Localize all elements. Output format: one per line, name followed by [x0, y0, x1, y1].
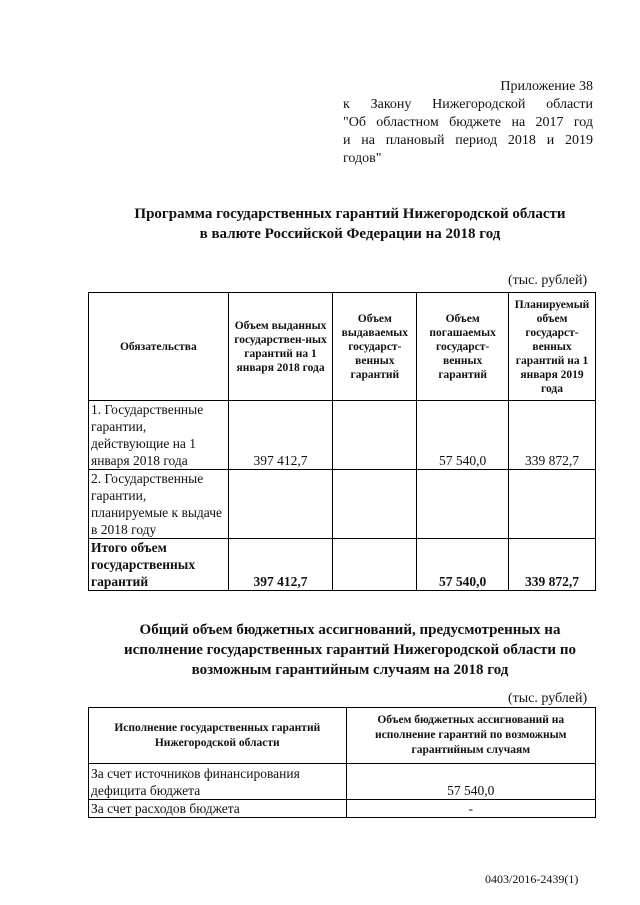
annex-reference: [343, 78, 593, 168]
table-row: [89, 800, 596, 818]
table-row: [89, 470, 596, 539]
allocations-title-line: Общий объем бюджетных ассигнований, предусмотренных на: [139, 622, 561, 638]
total-repaid: 57 540,0: [417, 539, 509, 591]
guarantee-program-table: [88, 292, 596, 591]
header-to-issue: Объем выдаваемых государст-венных гарантий: [333, 293, 417, 401]
header-issued: Объем выданных государствен-ных гарантий на 1 января 2018 года: [228, 293, 333, 401]
total-label: Итого объем государственных гарантий: [89, 539, 229, 591]
allocations-title: [60, 620, 640, 680]
header-repaid: Объем погашаемых государст-венных гарантий: [417, 293, 509, 401]
table-row: [89, 401, 596, 470]
document-code: 0403/2016-2439(1): [485, 872, 579, 886]
allocations-title-line: исполнение государственных гарантий Нижегородской области по: [124, 642, 576, 658]
program-unit: (тыс. рублей): [508, 273, 588, 288]
allocations-unit: (тыс. рублей): [508, 691, 588, 706]
table-total-row: [89, 539, 596, 591]
table-header-row: [89, 708, 596, 764]
row-label: За счет источников финансирования дефицита бюджета: [89, 764, 347, 800]
cell-planned: [509, 470, 596, 539]
header-execution: Исполнение государственных гарантий Нижегородской области: [89, 708, 347, 764]
header-planned: Планируемый объем государст-венных гарантий на 1 января 2019 года: [509, 293, 596, 401]
program-title-line: в валюте Российской Федерации на 2018 год: [199, 226, 501, 242]
annex-law-line: "Об областном бюджете на 2017 год: [343, 115, 593, 130]
cell-issued: 397 412,7: [228, 401, 333, 470]
row-label: За счет расходов бюджета: [89, 800, 347, 818]
table-row: [89, 764, 596, 800]
annex-law-line: и на плановый период 2018 и 2019: [343, 133, 593, 148]
cell-issued: [228, 470, 333, 539]
cell-repaid: 57 540,0: [417, 401, 509, 470]
total-issued: 397 412,7: [228, 539, 333, 591]
cell-value: 57 540,0: [346, 764, 595, 800]
annex-law-line: к Закону Нижегородской области: [343, 97, 593, 112]
annex-number: Приложение 38: [500, 79, 593, 94]
row-label: 2. Государственные гарантии, планируемые к выдаче в 2018 году: [89, 470, 229, 539]
row-label: 1. Государственные гарантии, действующие на 1 января 2018 года: [89, 401, 229, 470]
header-allocation-volume: Объем бюджетных ассигнований на исполнение гарантий по возможным гарантийным случаям: [346, 708, 595, 764]
cell-to-issue: [333, 401, 417, 470]
allocations-table: [88, 707, 596, 818]
allocations-title-line: возможным гарантийным случаям на 2018 год: [191, 662, 509, 678]
program-title-line: Программа государственных гарантий Нижегородской области: [134, 206, 566, 222]
cell-to-issue: [333, 470, 417, 539]
header-obligations: Обязательства: [89, 293, 229, 401]
table-header-row: [89, 293, 596, 401]
program-title: [60, 204, 640, 244]
total-planned: 339 872,7: [509, 539, 596, 591]
annex-law-line: годов": [343, 151, 382, 166]
cell-planned: 339 872,7: [509, 401, 596, 470]
total-to-issue: [333, 539, 417, 591]
cell-repaid: [417, 470, 509, 539]
cell-value: -: [346, 800, 595, 818]
